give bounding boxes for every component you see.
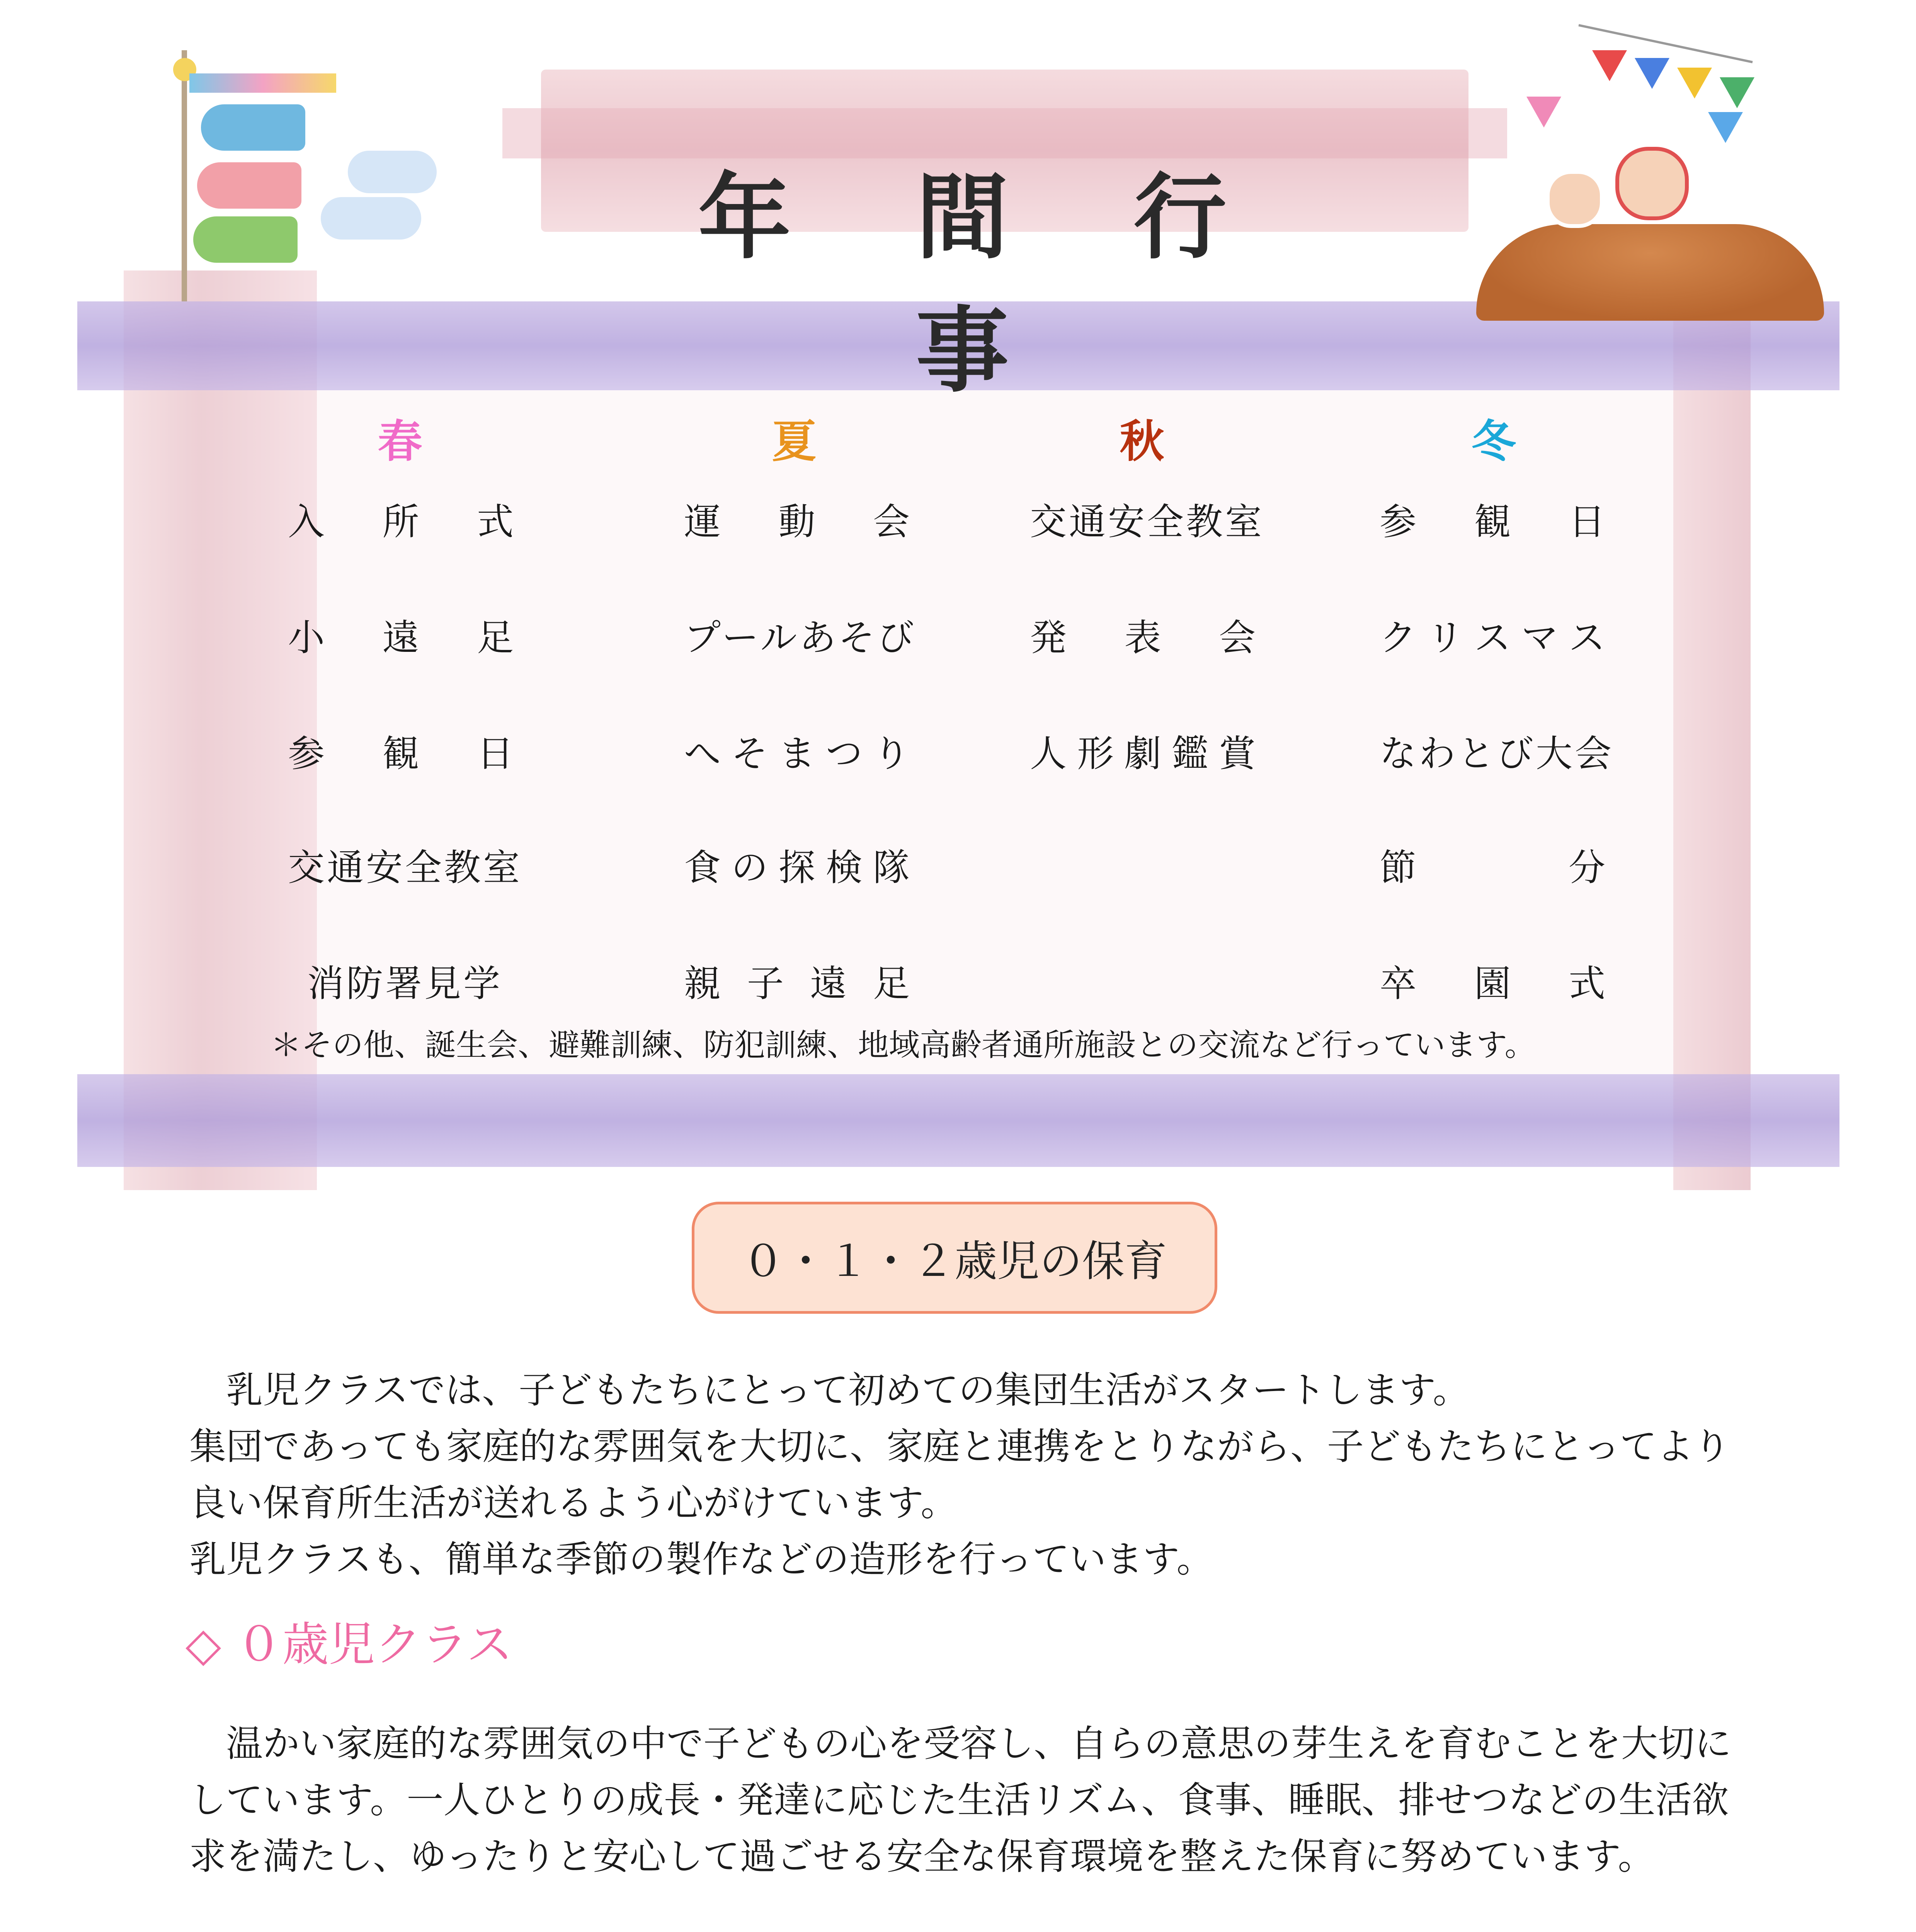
- event-char: 式: [1568, 963, 1608, 1005]
- event-item: [684, 724, 912, 777]
- event-char: 鑑: [1171, 733, 1211, 775]
- event-char: 所: [382, 501, 422, 543]
- event-char: リ: [1427, 617, 1466, 659]
- event-char: 分: [1568, 847, 1608, 889]
- frame-right-post: [1673, 270, 1751, 1190]
- event-char: 会: [873, 501, 912, 543]
- event-char: 形: [1077, 733, 1116, 775]
- event-item: [1380, 954, 1608, 1007]
- event-char: マ: [1521, 617, 1560, 659]
- event-item: [684, 954, 912, 1007]
- event-item: [288, 609, 516, 661]
- event-item: [1030, 609, 1258, 661]
- event-char: へ: [684, 733, 723, 775]
- event-char: 検: [825, 847, 865, 889]
- event-item: [1380, 838, 1608, 891]
- event-char: 人: [1030, 733, 1069, 775]
- event-item: 消防署見学: [307, 963, 503, 1005]
- event-item: [1380, 493, 1608, 545]
- event-char: 参: [288, 733, 327, 775]
- event-item: [684, 838, 912, 891]
- event-char: 子: [747, 963, 786, 1005]
- page-title: 年 間 行 事: [698, 163, 1273, 405]
- event-char: 運: [684, 501, 723, 543]
- event-char: 小: [288, 617, 327, 659]
- event-char: 観: [382, 733, 422, 775]
- event-char: ま: [778, 733, 818, 775]
- events-note: ＊その他、誕生会、避難訓練、防犯訓練、地域高齢者通所施設との交流など行っています。: [271, 1027, 1536, 1063]
- event-char: 足: [476, 617, 516, 659]
- event-item: [1030, 724, 1258, 777]
- event-char: 遠: [382, 617, 422, 659]
- event-char: 隊: [873, 847, 912, 889]
- event-char: 日: [1568, 501, 1608, 543]
- event-item: なわとび大会: [1380, 733, 1614, 775]
- event-item: プールあそび: [684, 617, 917, 659]
- event-char: 探: [778, 847, 818, 889]
- event-char: ク: [1380, 617, 1419, 659]
- intro-line: 集団であっても家庭的な雰囲気を大切に、家庭と連携をとりながら、子どもたちにとってより良い保育所生活が送れるよう心がけています。: [189, 1425, 1731, 1524]
- event-char: 日: [476, 733, 516, 775]
- event-char: 足: [873, 963, 912, 1005]
- event-char: 劇: [1124, 733, 1164, 775]
- event-item: [684, 493, 912, 545]
- event-char: 会: [1218, 617, 1258, 659]
- event-item: 交通安全教室: [1030, 501, 1264, 543]
- event-char: そ: [731, 733, 771, 775]
- event-item: 交通安全教室: [288, 847, 522, 889]
- event-char: 食: [684, 847, 723, 889]
- event-char: 観: [1474, 501, 1513, 543]
- event-item: [288, 724, 516, 777]
- event-char: 発: [1030, 617, 1069, 659]
- event-char: 表: [1124, 617, 1164, 659]
- section-title-text: ０・１・２歳児の保育: [742, 1236, 1167, 1286]
- purple-tape-bottom: [77, 1074, 1839, 1167]
- event-char: つ: [825, 733, 865, 775]
- event-char: 親: [684, 963, 723, 1005]
- season-spring: 春: [378, 416, 422, 468]
- event-char: 動: [778, 501, 818, 543]
- event-char: 賞: [1218, 733, 1258, 775]
- event-char: ス: [1568, 617, 1608, 659]
- intro-line: 乳児クラスも、簡単な季節の製作などの造形を行っています。: [189, 1538, 1213, 1581]
- event-char: 節: [1380, 847, 1419, 889]
- season-autumn: 秋: [1120, 416, 1164, 468]
- event-char: 遠: [810, 963, 849, 1005]
- event-item: [1380, 609, 1608, 661]
- intro-line: 乳児クラスでは、子どもたちにとって初めての集団生活がスタートします。: [189, 1369, 1470, 1412]
- event-char: ス: [1474, 617, 1513, 659]
- event-char: 卒: [1380, 963, 1419, 1005]
- event-char: の: [731, 847, 771, 889]
- class0-text: 温かい家庭的な雰囲気の中で子どもの心を受容し、自らの意思の芽生えを育むことを大切にしています。一人ひとりの成長・発達に応じた生活リズム、食事、睡眠、排せつなどの生活欲求を満たし、ゆったりと安心して過ごせる安全な保育環境を整えた保育に努めています。: [189, 1723, 1732, 1878]
- season-summer: 夏: [772, 416, 817, 468]
- event-item: [288, 493, 516, 545]
- class0-heading: ◇ ０歳児クラス: [185, 1618, 513, 1672]
- section-title: [692, 1202, 1217, 1314]
- event-char: 参: [1380, 501, 1419, 543]
- event-char: り: [873, 733, 912, 775]
- season-winter: 冬: [1471, 416, 1516, 468]
- intro-text: [189, 1362, 1743, 1588]
- event-char: 園: [1474, 963, 1513, 1005]
- event-char: 式: [476, 501, 516, 543]
- event-char: 入: [288, 501, 327, 543]
